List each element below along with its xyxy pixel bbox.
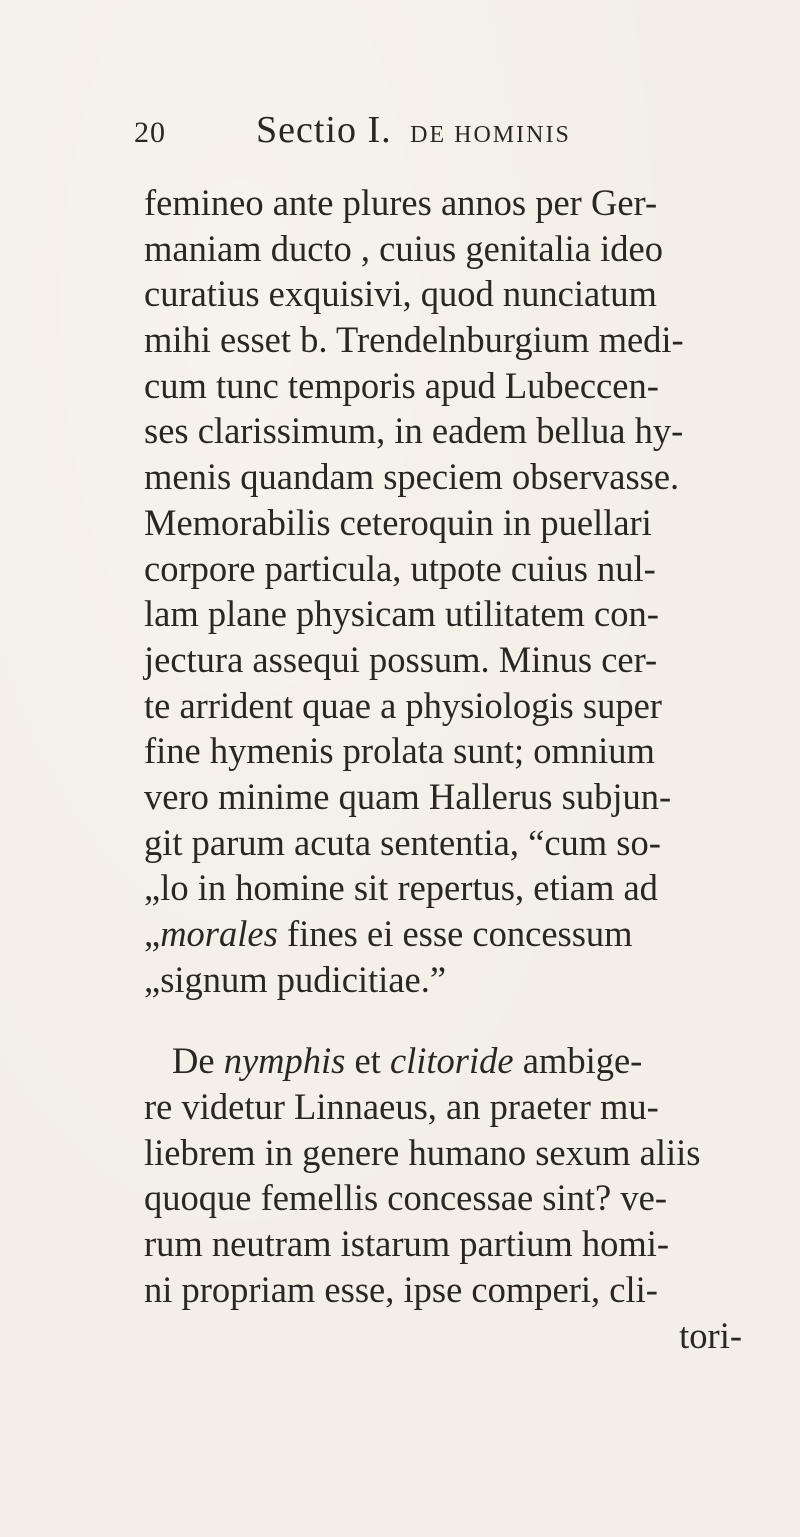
page-header	[134, 108, 674, 158]
text-line: jectura assequi possum. Minus cer-	[144, 638, 658, 680]
catchword: tori-	[679, 1314, 742, 1356]
text-line: maniam ducto , cuius genitalia ideo	[144, 227, 663, 269]
text-line: lam plane physicam utilitatem con-	[144, 593, 659, 635]
text-line: ni propriam esse, ipse comperi, cli-	[144, 1268, 658, 1310]
text-line: mihi esset b. Trendelnburgium medi-	[144, 319, 684, 361]
text-line: quoque femellis concessae sint? ve-	[144, 1177, 667, 1219]
paragraph-gap	[144, 1002, 794, 1038]
text-line: „signum pudicitiae.”	[144, 958, 447, 1000]
text-line: git parum acuta sententia, “cum so-	[144, 821, 661, 863]
text-line: re videtur Linnaeus, an praeter mu-	[144, 1086, 659, 1128]
text-line: vero minime quam Hallerus subjun-	[144, 775, 672, 817]
text-line: „morales fines ei esse concessum	[144, 913, 633, 954]
text-line: femineo ante plures annos per Ger-	[144, 182, 658, 223]
text-line: corpore particula, utpote cuius nul-	[144, 547, 656, 589]
text-line: rum neutram istarum partium homi-	[144, 1223, 670, 1265]
text-line: liebrem in genere humano sexum aliis	[144, 1131, 701, 1173]
text-line: cum tunc temporis apud Lubeccen-	[144, 364, 659, 406]
running-head-main: Sectio I.	[256, 109, 392, 151]
italic-word: morales	[160, 913, 278, 954]
text-line: Memorabilis ceteroquin in puellari	[144, 501, 652, 543]
text-line: te arrident quae a physiologis super	[144, 684, 662, 726]
text-line: De nymphis et clitoride ambige-	[172, 1040, 643, 1082]
italic-word: nymphis	[223, 1040, 346, 1082]
italic-word: clitoride	[389, 1040, 514, 1082]
text-line: curatius exquisivi, quod nunciatum	[144, 273, 657, 315]
text-line: „lo in homine sit repertus, etiam ad	[144, 867, 658, 909]
body-text	[144, 180, 794, 1358]
page-number: 20	[134, 116, 166, 149]
text-line: menis quandam speciem observasse.	[144, 456, 680, 498]
running-head-sub: DE HOMINIS	[410, 122, 571, 148]
text-line: fine hymenis prolata sunt; omnium	[144, 730, 655, 772]
running-head	[256, 108, 571, 152]
text-line: ses clarissimum, in eadem bellua hy-	[144, 410, 684, 452]
